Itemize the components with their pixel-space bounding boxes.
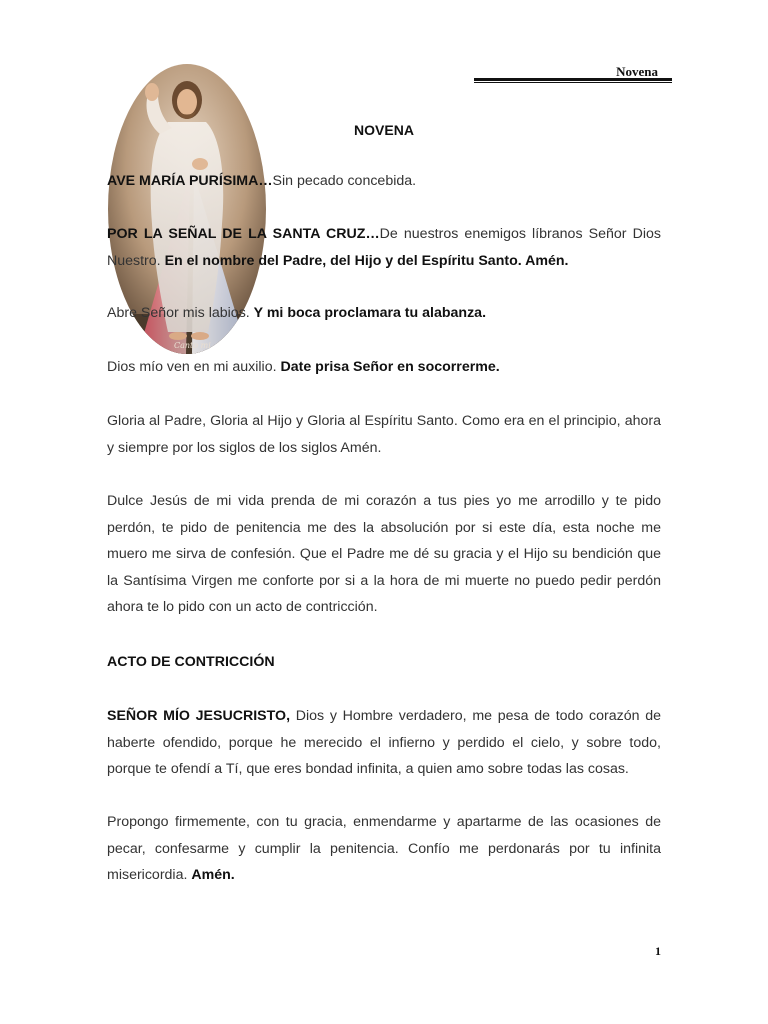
dios-mio-text: Dios mío ven en mi auxilio. [107, 359, 281, 375]
paragraph-dios-mio [107, 354, 661, 381]
paragraph-senor-mio [107, 703, 661, 783]
document-title: NOVENA [354, 122, 414, 138]
image-signature: Canto mi... [174, 341, 219, 350]
ave-maria-text: Sin pecado concebida. [272, 173, 417, 189]
paragraph-propongo [107, 809, 661, 889]
header-rule-thin [474, 82, 672, 83]
dios-mio-bold: Date prisa Señor en socorrerme. [280, 359, 500, 375]
paragraph-dulce-jesus: Dulce Jesús de mi vida prenda de mi corazón a tus pies yo me arrodillo y te pido perdón, te pido de penitencia me des la absolución por si este día, esta noche me muero me sirva de confesión. Que el Padre me dé su gracia y el Hijo su bendición que la Santísima Virgen me conforte por si a la hora de mi muerte no puedo pedir perdón ahora te lo pido con un acto de contricción. [107, 493, 661, 615]
running-header [474, 62, 672, 84]
section-title-contriccion: ACTO DE CONTRICCIÓN [107, 654, 275, 670]
santa-cruz-text: De nuestros enemigos líbranos Señor Dios Nuestro. [107, 226, 662, 269]
senor-mio-text: Dios y Hombre verdadero, me pesa de todo corazón de haberte ofendido, porque he merecido el infierno y perdido el cielo, y sobre todo, porque te ofendí a Tí, que eres bondad infinita, a quien amo sobre todas las cosas. [107, 708, 661, 777]
paragraph-abre-senor [107, 300, 661, 327]
paragraph-santa-cruz [107, 221, 661, 274]
abre-senor-text: Abre Señor mis labios. [107, 305, 254, 321]
header-title: Novena [616, 64, 658, 79]
santa-cruz-bold: POR LA SEÑAL DE LA SANTA CRUZ… [107, 226, 380, 242]
santa-cruz-bold-2: En el nombre del Padre, del Hijo y del Espíritu Santo. Amén. [164, 252, 569, 269]
paragraph-gloria: Gloria al Padre, Gloria al Hijo y Gloria al Espíritu Santo. Como era en el principio, ahora y siempre por los siglos de los siglos Amén. [107, 413, 661, 456]
senor-mio-bold: SEÑOR MÍO JESUCRISTO, [107, 708, 291, 724]
abre-senor-bold: Y mi boca proclamara tu alabanza. [253, 305, 487, 321]
header-rule [474, 78, 672, 81]
paragraph-ave-maria [107, 168, 661, 195]
propongo-bold: Amén. [191, 867, 235, 883]
page-number: 1 [655, 944, 661, 958]
ave-maria-bold: AVE MARÍA PURÍSIMA… [107, 173, 273, 189]
propongo-text: Propongo firmemente, con tu gracia, enmendarme y apartarme de las ocasiones de pecar, confesarme y cumplir la penitencia. Confío me perdonarás por tu infinita misericordia. [107, 814, 661, 883]
